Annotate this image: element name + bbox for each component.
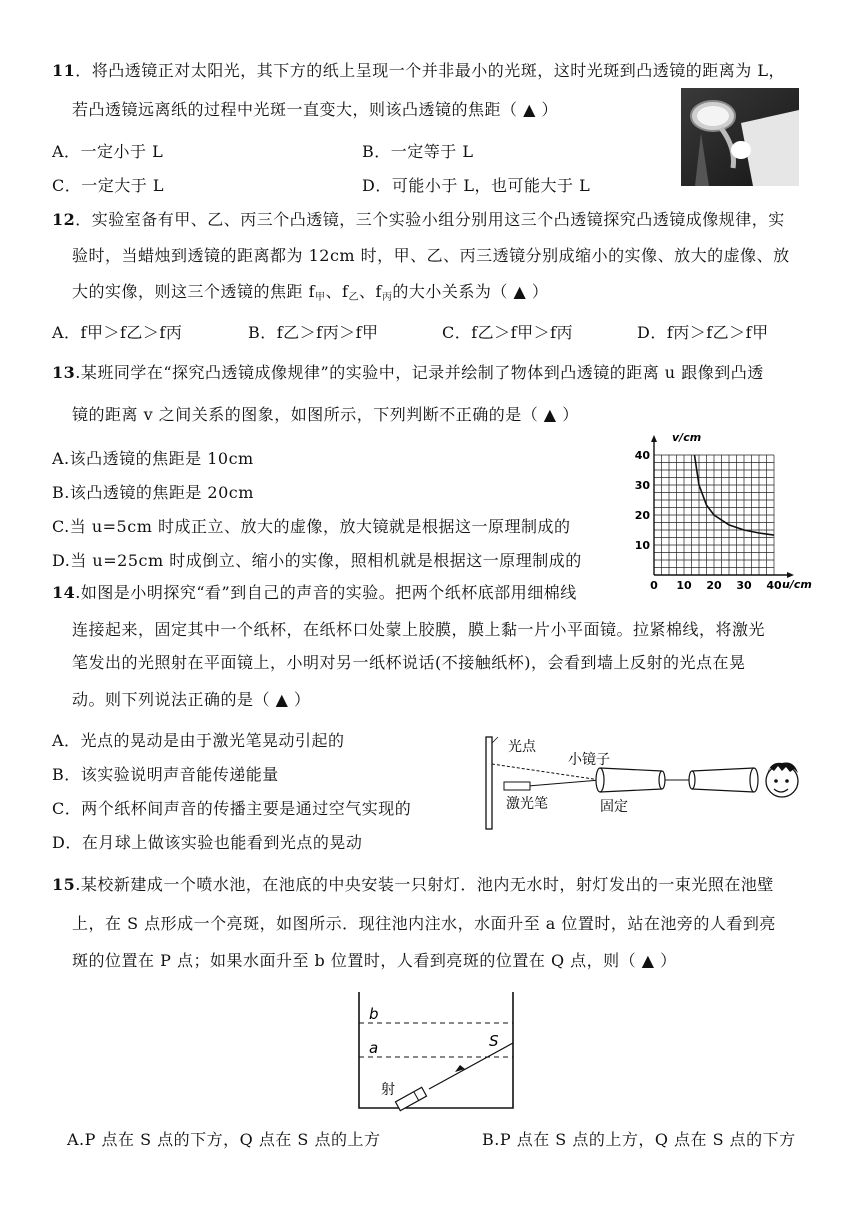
x-tick-label: 40 (766, 579, 782, 592)
pool-figure (355, 990, 520, 1114)
q12-option-c: C．f乙＞f甲＞f丙 (442, 323, 574, 342)
uv-graph (630, 430, 820, 600)
q14-line2: 连接起来，固定其中一个纸杯，在纸杯口处蒙上胶膜，膜上黏一片小平面镜。拉紧棉线，将激光 (72, 620, 766, 639)
q14-option-b: B．该实验说明声音能传递能量 (52, 765, 279, 784)
label-a: a (369, 1039, 379, 1057)
q13-option-b: B.该凸透镜的焦距是 20cm (52, 483, 254, 502)
y-axis-arrow (651, 435, 657, 442)
spotlight (395, 1087, 426, 1110)
x-tick-label: 20 (706, 579, 722, 592)
q14-line4: 动。则下列说法正确的是（ ▲ ） (72, 690, 311, 709)
q11-option-d: D．可能小于 L，也可能大于 L (362, 176, 591, 195)
q12-line1: 12．实验室备有甲、乙、丙三个凸透镜，三个实验小组分别用这三个凸透镜探究凸透镜成像规律，实 (52, 210, 785, 229)
face-icon (766, 762, 798, 797)
q15-option-a: A.P 点在 S 点的下方，Q 点在 S 点的上方 (67, 1130, 381, 1149)
lens-sunlight-photo (681, 88, 799, 186)
q12-line3: 大的实像，则这三个透镜的焦距 $f_甲$、$f_乙$、$f_丙$的大小关系为（ ▲ ） (72, 282, 549, 303)
laser-label: 激光笔 (506, 796, 548, 812)
laser-pen (504, 782, 530, 790)
y-tick-label: 40 (634, 449, 650, 462)
beam-arrow (455, 1065, 465, 1072)
cup-laser-figure (482, 733, 820, 833)
q12-option-d: D．f丙＞f乙＞f甲 (637, 323, 769, 342)
q13-option-c: C.当 u=5cm 时成正立、放大的虚像，放大镜就是根据这一原理制成的 (52, 517, 571, 536)
q11-number: 11 (52, 61, 76, 80)
q12-option-a: A．f甲＞f乙＞f丙 (52, 323, 183, 342)
q12-option-b: B．f乙＞f丙＞f甲 (248, 323, 379, 342)
y-tick-label: 10 (634, 539, 650, 552)
q11-option-c: C．一定大于 L (52, 176, 164, 195)
q13-option-a: A.该凸透镜的焦距是 10cm (52, 449, 254, 468)
x-tick-label: 0 (650, 579, 658, 592)
mirror-label: 小镜子 (568, 752, 610, 768)
q14-number: 14 (52, 583, 76, 602)
light-beam (429, 1043, 513, 1089)
q14-line3: 笔发出的光照射在平面镜上，小明对另一纸杯说话(不接触纸杯)，会看到墙上反射的光点在晃 (72, 653, 746, 672)
light-spot-label: 光点 (508, 739, 536, 755)
q12-number: 12 (52, 210, 76, 229)
uv-x-axis-label: u/cm (782, 578, 812, 591)
q13-option-d: D.当 u=25cm 时成倒立、缩小的实像，照相机就是根据这一原理制成的 (52, 551, 582, 570)
q15-line1: 15.某校新建成一个喷水池，在池底的中央安装一只射灯．池内无水时，射灯发出的一束光照在池壁 (52, 875, 774, 894)
q15-option-b: B.P 点在 S 点的上方，Q 点在 S 点的下方 (482, 1130, 796, 1149)
label-s: S (489, 1032, 499, 1050)
wall (486, 737, 492, 829)
y-tick-label: 20 (634, 509, 650, 522)
q11-option-b: B．一定等于 L (362, 142, 474, 161)
q14-option-c: C．两个纸杯间声音的传播主要是通过空气实现的 (52, 799, 412, 818)
uv-y-axis-label: v/cm (672, 431, 702, 444)
uv-ticks (635, 449, 782, 592)
q11-line1: 11．将凸透镜正对太阳光，其下方的纸上呈现一个并非最小的光斑，这时光斑到凸透镜的距离为 L， (52, 61, 785, 80)
q11-option-a: A．一定小于 L (52, 142, 164, 161)
uv-curve (690, 430, 774, 535)
q14-option-a: A．光点的晃动是由于激光笔晃动引起的 (52, 731, 345, 750)
lamp-label: 射 (381, 1082, 395, 1098)
y-tick-label: 30 (634, 479, 650, 492)
x-tick-label: 10 (676, 579, 692, 592)
q15-line3: 斑的位置在 P 点；如果水面升至 b 位置时，人看到亮斑的位置在 Q 点，则（ ▲ ） (72, 951, 677, 970)
q14-line1: 14.如图是小明探究“看”到自己的声音的实验。把两个纸杯底部用细棉线 (52, 583, 577, 602)
q15-line2: 上，在 S 点形成一个亮斑，如图所示．现往池内注水，水面升至 a 位置时，站在池旁的人看到亮 (72, 914, 776, 933)
x-tick-label: 30 (736, 579, 752, 592)
label-b: b (369, 1005, 379, 1023)
q11-line2: 若凸透镜远离纸的过程中光斑一直变大，则该凸透镜的焦距（ ▲ ） (72, 100, 558, 119)
q13-line2: 镜的距离 v 之间关系的图象，如图所示，下列判断不正确的是（ ▲ ） (72, 405, 579, 424)
q14-option-d: D．在月球上做该实验也能看到光点的晃动 (52, 833, 363, 852)
q13-number: 13 (52, 363, 76, 382)
q13-line1: 13.某班同学在“探究凸透镜成像规律”的实验中，记录并绘制了物体到凸透镜的距离 u 跟像到凸透 (52, 363, 764, 382)
q15-number: 15 (52, 875, 76, 894)
q12-line2: 验时，当蜡烛到透镜的距离都为 12cm 时，甲、乙、丙三透镜分别成缩小的实像、放大的虚像、放 (72, 246, 790, 265)
fixed-label: 固定 (600, 799, 628, 815)
uv-axes (651, 435, 794, 578)
